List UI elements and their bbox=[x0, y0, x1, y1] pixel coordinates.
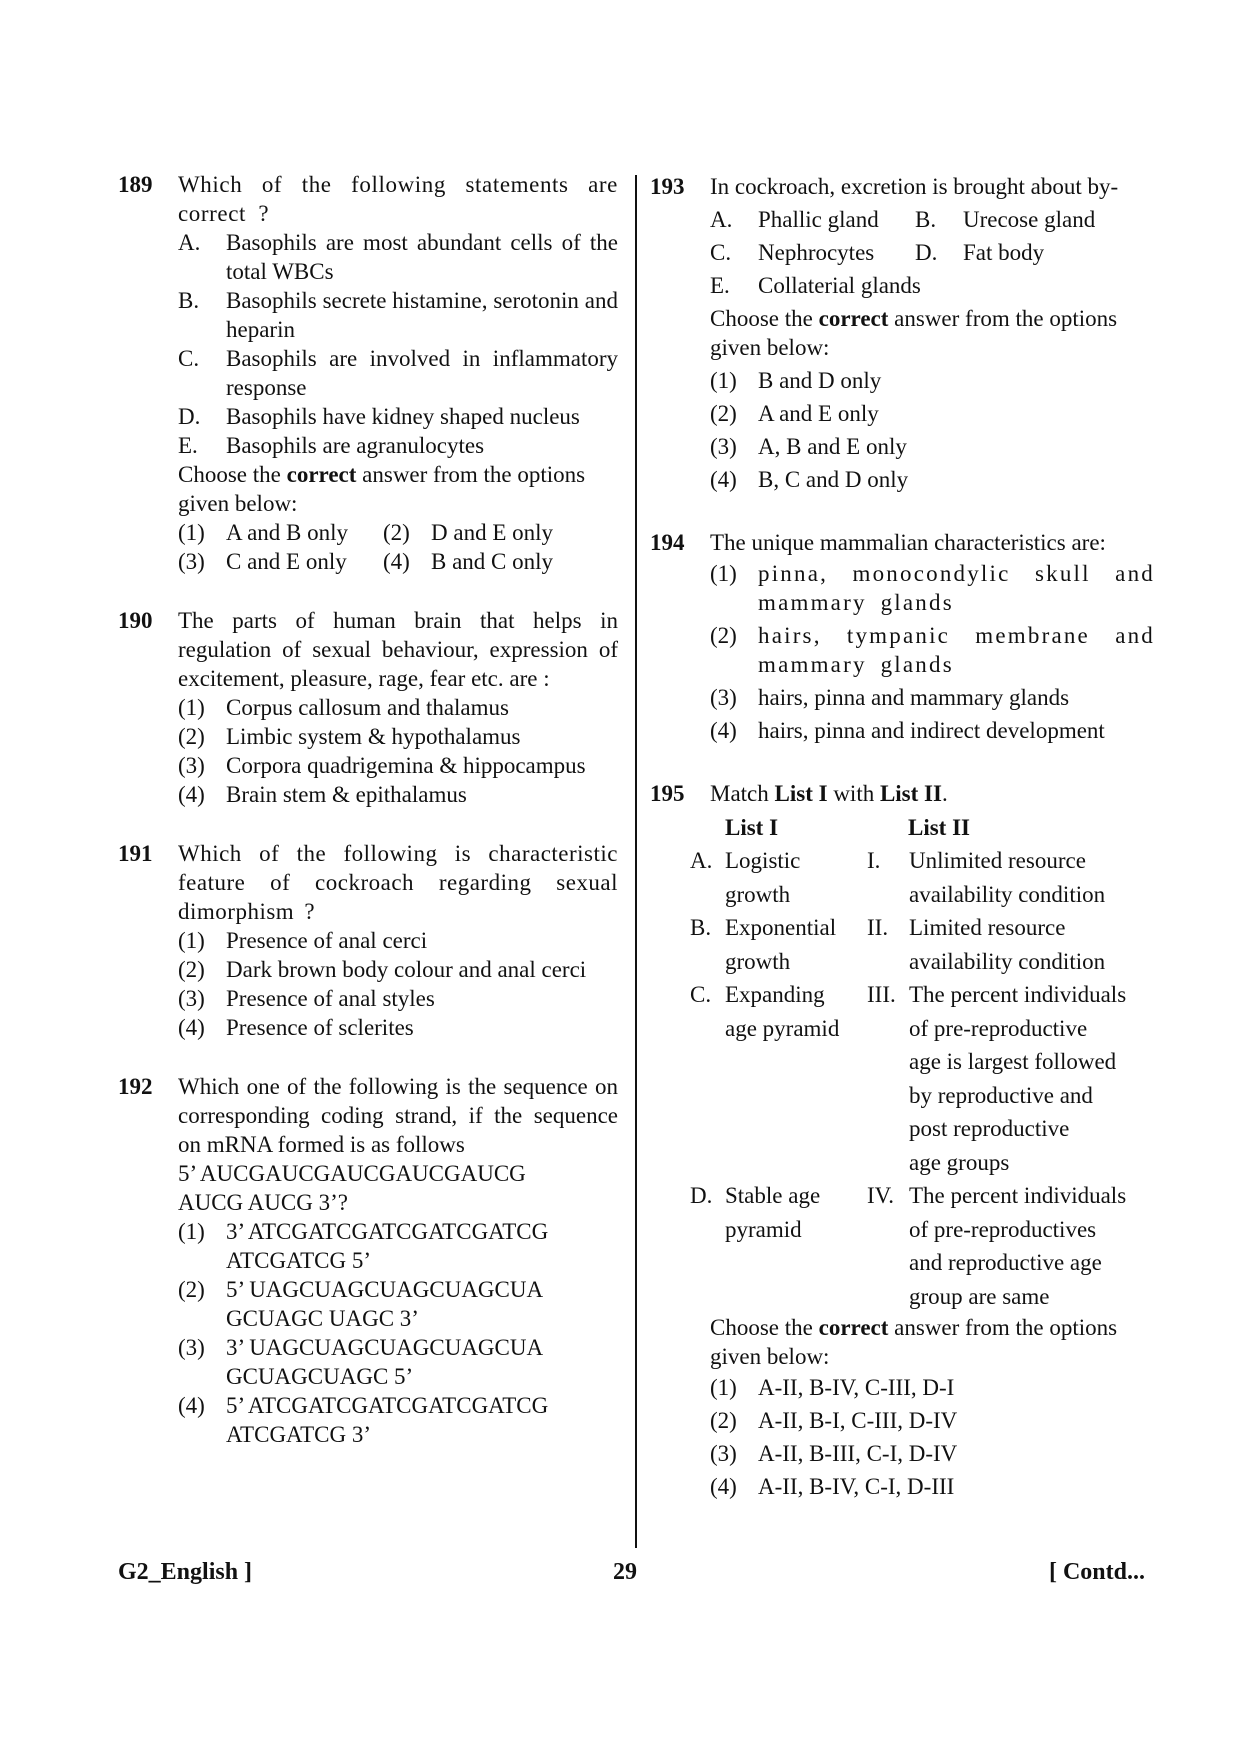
option-2[interactable]: (2) A-II, B-I, C-III, D-IV bbox=[710, 1408, 958, 1433]
statement: C. Basophils are involved in inflammatory response bbox=[178, 346, 618, 400]
left-column bbox=[118, 170, 618, 1449]
question-stem: Which of the following statements are correct ? bbox=[178, 172, 618, 226]
item-c: C. Nephrocytes bbox=[710, 240, 875, 265]
match-row: D. Stable age pyramid IV. The percent individuals of pre-reproductives and reproductive age group are same bbox=[690, 1183, 1127, 1309]
option-3[interactable]: (3) A, B and E only bbox=[710, 434, 907, 459]
column-divider bbox=[635, 175, 637, 1548]
question-number: 190 bbox=[118, 608, 153, 633]
option-4[interactable]: (4) B, C and D only bbox=[710, 467, 909, 492]
statement: D. Basophils have kidney shaped nucleus bbox=[178, 404, 580, 429]
footer-continued: [ Contd... bbox=[1048, 1559, 1145, 1585]
question-195 bbox=[650, 777, 1155, 1503]
option-3[interactable]: (3) C and E only bbox=[178, 549, 347, 574]
match-table bbox=[650, 844, 1155, 1313]
option-1[interactable]: (1) Corpus callosum and thalamus bbox=[178, 695, 509, 720]
option-1[interactable]: (1) A and B only bbox=[178, 520, 349, 545]
question-stem: Which of the following is characteristic feature of cockroach regarding sexual dimorphism ? bbox=[178, 841, 618, 924]
option-3[interactable]: (3) hairs, pinna and mammary glands bbox=[710, 685, 1070, 710]
option-2[interactable]: (2) Limbic system & hypothalamus bbox=[178, 724, 521, 749]
list-1-heading: List I bbox=[725, 815, 779, 840]
options-row bbox=[178, 547, 618, 576]
match-row: C. Expanding age pyramid III. The percent individuals of pre-reproductive age is largest followed by reproductive and post reproductive age groups bbox=[690, 982, 1127, 1175]
option-2[interactable]: (2) hairs, tympanic membrane and mammary glands bbox=[710, 623, 1155, 677]
question-stem: Match List I with List II. bbox=[710, 781, 948, 806]
choose-instruction: Choose the correct answer from the options given below: bbox=[710, 1315, 1118, 1369]
item-d: D. Fat body bbox=[915, 240, 1045, 265]
option-4[interactable]: (4) B and C only bbox=[383, 549, 554, 574]
question-190 bbox=[118, 606, 618, 809]
option-2[interactable]: (2) 5’ UAGCUAGCUAGCUAGCUA GCUAGC UAGC 3’ bbox=[178, 1277, 544, 1331]
option-3[interactable]: (3) 3’ UAGCUAGCUAGCUAGCUA GCUAGCUAGC 5’ bbox=[178, 1335, 544, 1389]
question-191 bbox=[118, 839, 618, 1042]
option-3[interactable]: (3) A-II, B-III, C-I, D-IV bbox=[710, 1441, 958, 1466]
question-stem: The unique mammalian characteristics are: bbox=[710, 530, 1106, 555]
footer-booklet-code: G2_English ] bbox=[118, 1559, 253, 1585]
question-189 bbox=[118, 170, 618, 576]
option-4[interactable]: (4) Brain stem & epithalamus bbox=[178, 782, 467, 807]
question-194 bbox=[650, 526, 1155, 747]
question-stem: In cockroach, excretion is brought about by- bbox=[710, 174, 1119, 199]
mrna-sequence: AUCG AUCG 3’? bbox=[178, 1190, 348, 1215]
question-192 bbox=[118, 1072, 618, 1449]
option-1[interactable]: (1) A-II, B-IV, C-III, D-I bbox=[710, 1375, 955, 1400]
item-e: E. Collaterial glands bbox=[710, 273, 921, 298]
statement: A. Basophils are most abundant cells of the total WBCs bbox=[178, 230, 618, 284]
question-number: 192 bbox=[118, 1074, 153, 1099]
options-row bbox=[178, 518, 618, 547]
option-3[interactable]: (3) Presence of anal styles bbox=[178, 986, 435, 1011]
option-2[interactable]: (2) Dark brown body colour and anal cerci bbox=[178, 957, 587, 982]
option-4[interactable]: (4) Presence of sclerites bbox=[178, 1015, 414, 1040]
list-2-heading: List II bbox=[908, 815, 970, 840]
option-4[interactable]: (4) A-II, B-IV, C-I, D-III bbox=[710, 1474, 955, 1499]
items-row bbox=[710, 236, 1155, 269]
right-column bbox=[650, 170, 1155, 1503]
match-row: B. Exponential growth II. Limited resource availability condition bbox=[690, 915, 1106, 974]
question-193 bbox=[650, 170, 1155, 496]
items-row bbox=[710, 203, 1155, 236]
option-1[interactable]: (1) pinna, monocondylic skull and mammary glands bbox=[710, 561, 1155, 615]
mrna-sequence: 5’ AUCGAUCGAUCGAUCGAUCG bbox=[178, 1161, 526, 1186]
option-2[interactable]: (2) A and E only bbox=[710, 401, 879, 426]
question-number: 191 bbox=[118, 841, 153, 866]
option-1[interactable]: (1) 3’ ATCGATCGATCGATCGATCG ATCGATCG 5’ bbox=[178, 1219, 549, 1273]
option-4[interactable]: (4) hairs, pinna and indirect development bbox=[710, 718, 1105, 743]
question-number: 194 bbox=[650, 530, 685, 555]
footer-page-number: 29 bbox=[613, 1559, 637, 1585]
option-2[interactable]: (2) D and E only bbox=[383, 520, 554, 545]
item-a: A. Phallic gland bbox=[710, 207, 879, 232]
option-3[interactable]: (3) Corpora quadrigemina & hippocampus bbox=[178, 753, 586, 778]
question-number: 195 bbox=[650, 781, 685, 806]
choose-instruction: Choose the correct answer from the options given below: bbox=[178, 462, 586, 516]
statement: E. Basophils are agranulocytes bbox=[178, 433, 485, 458]
match-row: A. Logistic growth I. Unlimited resource availability condition bbox=[690, 848, 1106, 907]
question-stem: The parts of human brain that helps in regulation of sexual behaviour, expression of excitement, pleasure, rage, fear etc. are : bbox=[178, 608, 618, 691]
option-1[interactable]: (1) Presence of anal cerci bbox=[178, 928, 428, 953]
question-number: 193 bbox=[650, 174, 685, 199]
choose-instruction: Choose the correct answer from the options given below: bbox=[710, 306, 1118, 360]
option-4[interactable]: (4) 5’ ATCGATCGATCGATCGATCG ATCGATCG 3’ bbox=[178, 1393, 549, 1447]
statement: B. Basophils secrete histamine, serotonin and heparin bbox=[178, 288, 618, 342]
item-b: B. Urecose gland bbox=[915, 207, 1096, 232]
match-table-header bbox=[650, 811, 1155, 844]
question-stem: Which one of the following is the sequence on corresponding coding strand, if the sequence on mRNA formed is as follows bbox=[178, 1074, 618, 1157]
question-number: 189 bbox=[118, 172, 153, 197]
option-1[interactable]: (1) B and D only bbox=[710, 368, 882, 393]
